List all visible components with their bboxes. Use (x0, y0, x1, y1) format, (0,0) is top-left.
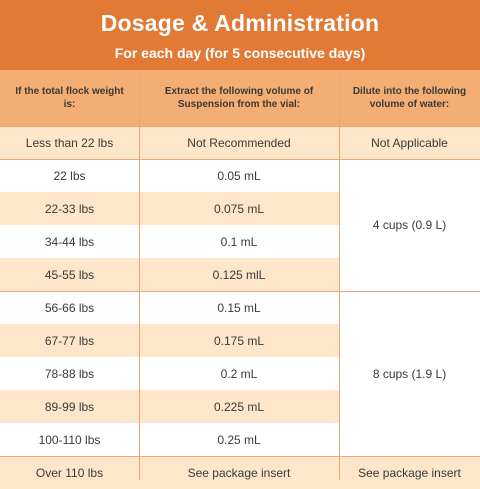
table-row (0, 357, 339, 390)
suspension-volume-cell: 0.25 mL (217, 432, 261, 447)
suspension-volume-cell: 0.225 mL (213, 399, 265, 414)
water-volume-cell: Not Applicable (371, 135, 448, 150)
table-row (0, 192, 339, 225)
suspension-volume-cell: 0.2 mL (220, 366, 258, 381)
suspension-volume-cell: 0.125 mlL (212, 267, 266, 282)
flock-weight-cell: 78-88 lbs (44, 366, 95, 381)
suspension-volume-cell: 0.1 mL (220, 234, 258, 249)
column-header-water: Dilute into the following volume of water: (352, 85, 467, 110)
flock-weight-cell: 100-110 lbs (38, 432, 101, 447)
table-row (0, 159, 339, 192)
suspension-volume-cell: 0.05 mL (217, 168, 261, 183)
column-header-weight: If the total flock weight is: (15, 85, 124, 110)
flock-weight-cell: 34-44 lbs (44, 234, 95, 249)
column-header-volume: Extract the following volume of Suspension from the vial: (164, 85, 314, 110)
flock-weight-cell: 56-66 lbs (44, 300, 95, 315)
flock-weight-cell: 22 lbs (53, 168, 86, 183)
table-row (0, 225, 339, 258)
water-volume-merged-cell: 8 cups (1.9 L) (339, 291, 480, 456)
column-divider (339, 70, 340, 480)
flock-weight-cell: 89-99 lbs (44, 399, 95, 414)
water-volume-cell: See package insert (358, 465, 461, 480)
flock-weight-cell: 67-77 lbs (44, 333, 95, 348)
table-row (0, 126, 339, 159)
table-row (0, 390, 339, 423)
table-row (0, 423, 339, 456)
header-banner (0, 0, 480, 70)
table-row (0, 258, 339, 291)
flock-weight-cell: Less than 22 lbs (25, 135, 114, 150)
suspension-volume-cell: 0.175 mL (213, 333, 265, 348)
column-divider (139, 70, 140, 480)
table-row (0, 456, 339, 489)
page-title: Dosage & Administration (100, 10, 380, 36)
flock-weight-cell: Over 110 lbs (35, 465, 104, 480)
row-divider (0, 291, 480, 292)
row-divider (0, 159, 480, 160)
table-column-headers (0, 70, 480, 126)
row-divider (0, 126, 480, 127)
suspension-volume-cell: 0.15 mL (217, 300, 261, 315)
flock-weight-cell: 45-55 lbs (44, 267, 95, 282)
row-divider (0, 456, 480, 457)
table-row (0, 324, 339, 357)
water-volume-merged-cell: 4 cups (0.9 L) (339, 159, 480, 291)
flock-weight-cell: 22-33 lbs (44, 201, 95, 216)
table-row (0, 291, 339, 324)
page-subtitle: For each day (for 5 consecutive days) (114, 45, 366, 61)
suspension-volume-cell: 0.075 mL (213, 201, 265, 216)
suspension-volume-cell: Not Recommended (187, 135, 291, 150)
suspension-volume-cell: See package insert (187, 465, 291, 480)
